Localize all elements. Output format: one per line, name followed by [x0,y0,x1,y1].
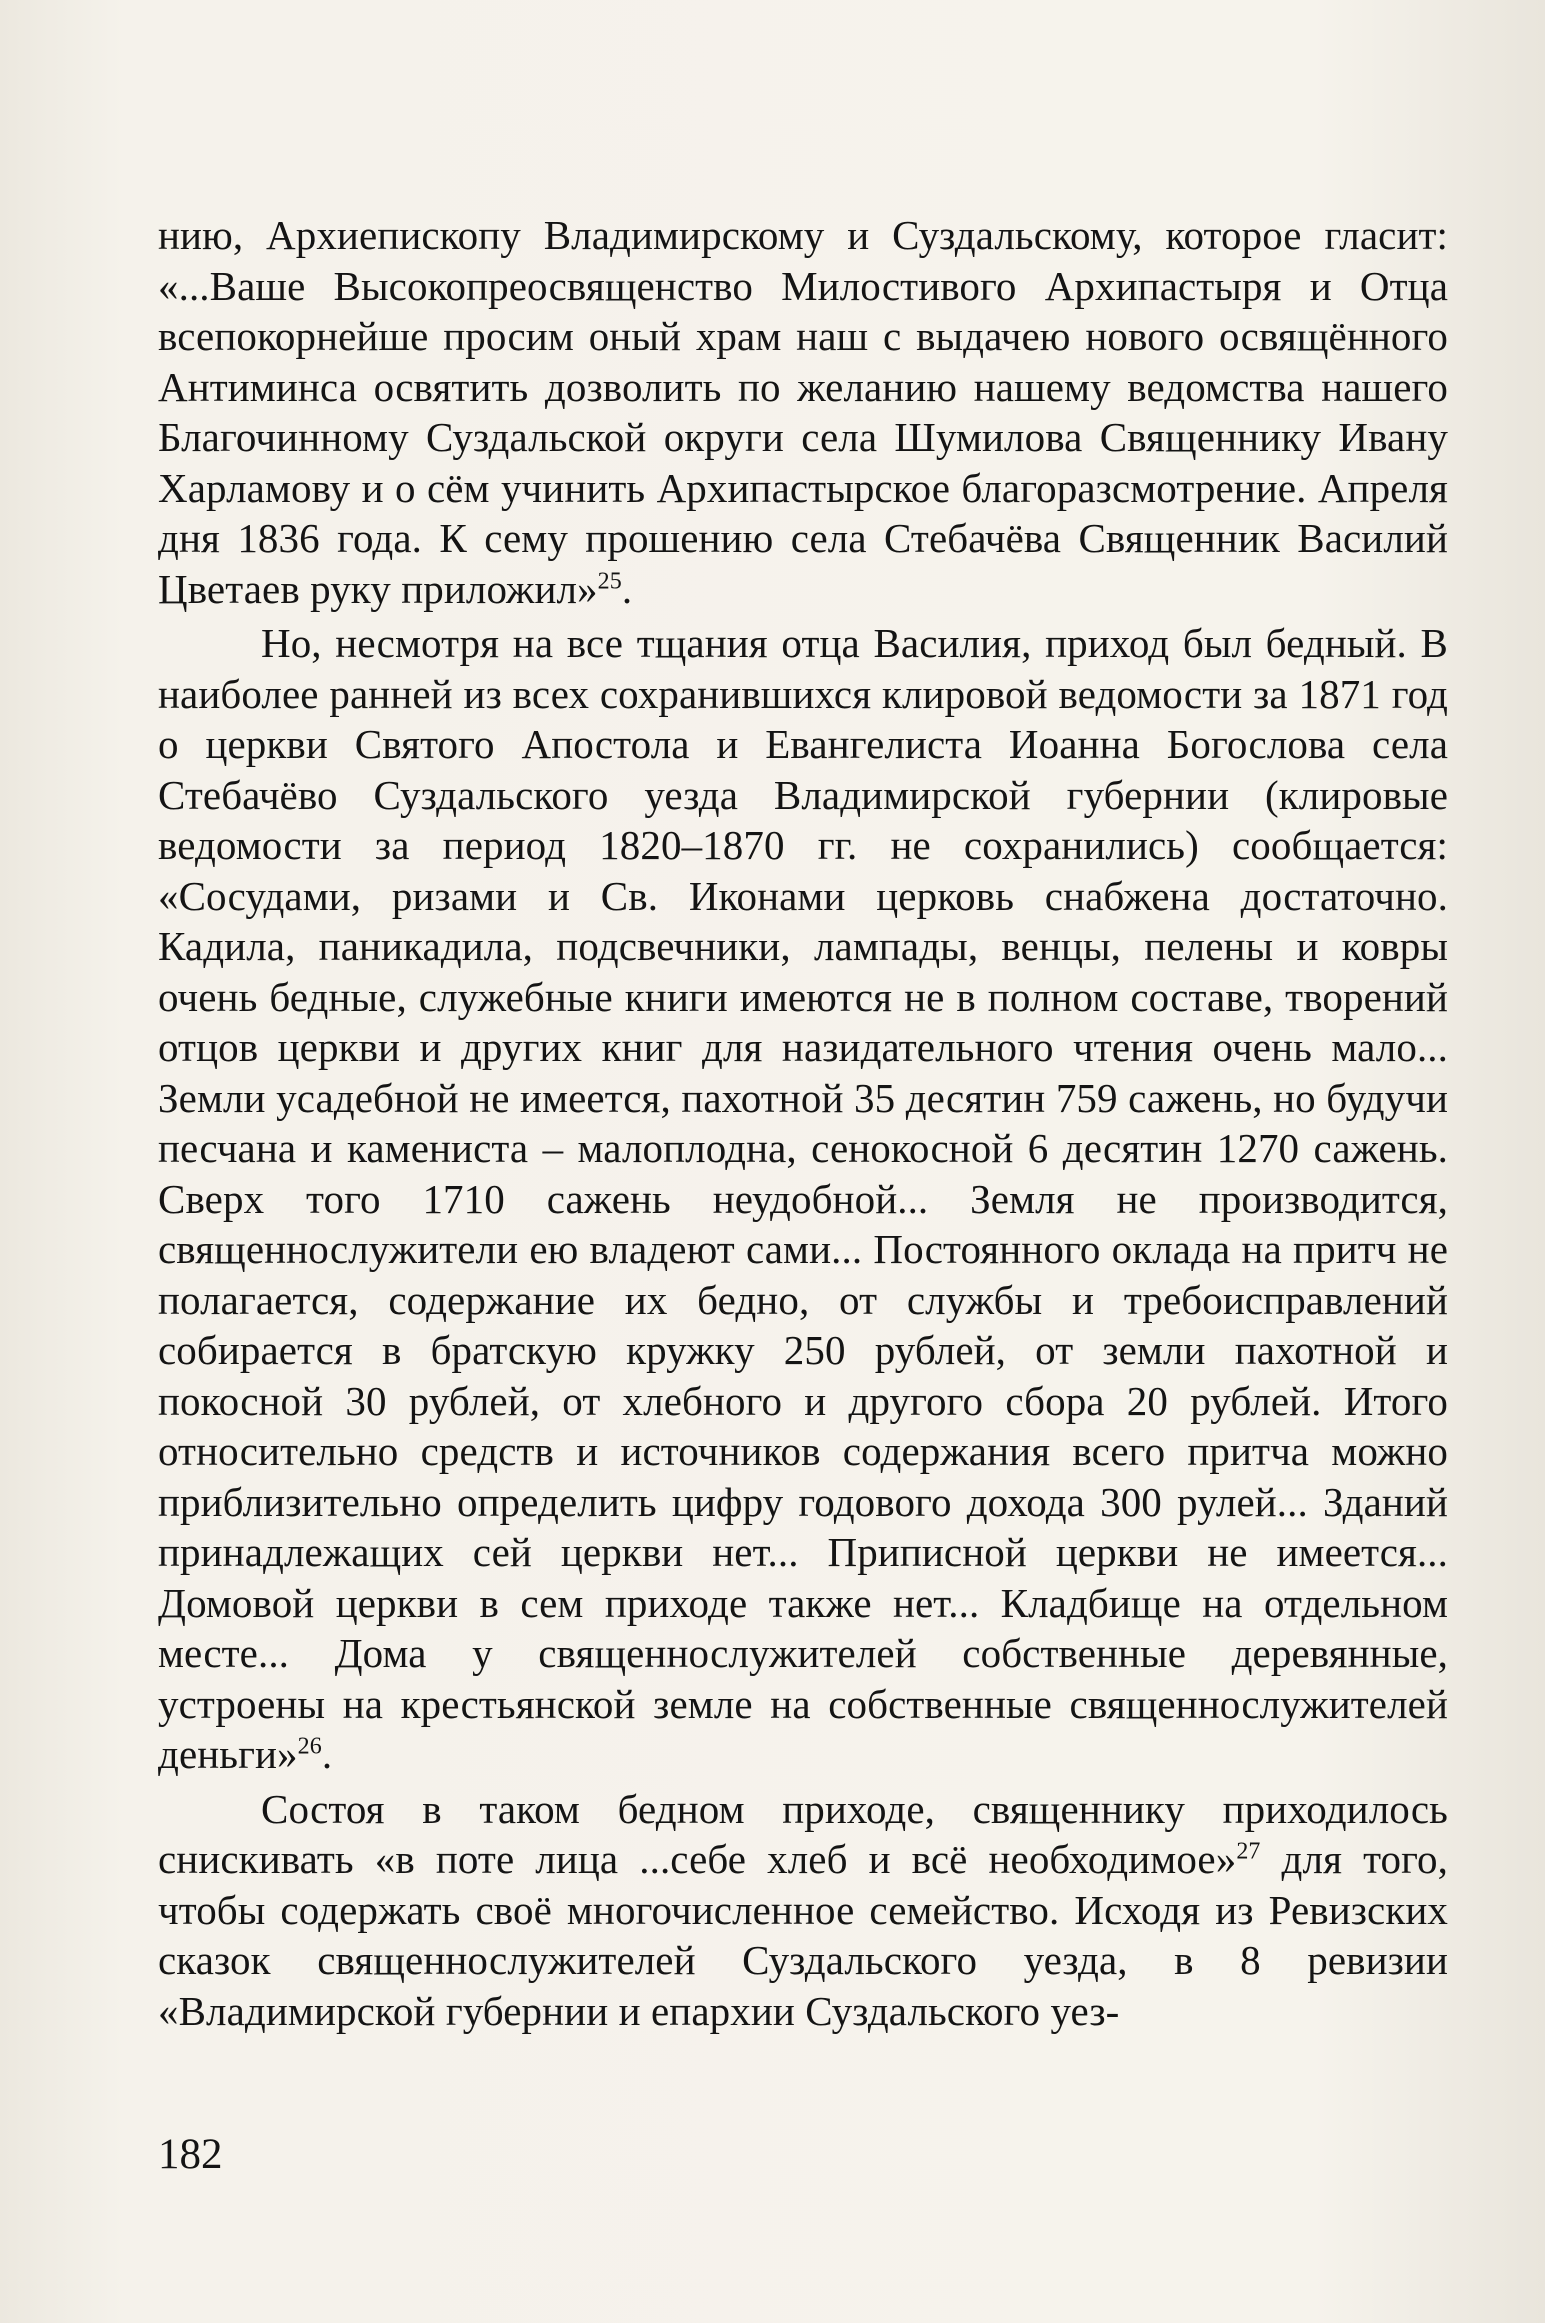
paragraph-3 [158,1784,1448,2037]
text-run: Но, несмотря на все тщания отца Василия, приход был бедный. В наиболее ранней из всех сохранившихся клировой ведомости за 1871 год о церкви Святого Апостола и Евангелиста Иоанна Богослова села Стебачёво Суздальского уезда Владимирской губернии (клировые ведомости за период 1820–1870 гг. не сохранились) сообщается: «Сосудами, ризами и Св. Иконами церковь снабжена достаточно. Кадила, паникадила, подсвечники, лампады, венцы, пелены и ковры очень бедные, служебные книги имеются не в полном составе, творений отцов церкви и других книг для назидательного чтения очень мало... Земли усадебной не имеется, пахотной 35 десятин 759 сажень, но будучи песчана и камениста – малоплодна, сенокосной 6 десятин 1270 сажень. Сверх того 1710 сажень неудобной... Земля не производится, священнослужители ею владеют сами... Постоянного оклада на притч не полагается, содержание их бедно, от службы и требоисправлений собирается в братскую кружку 250 рублей, от земли пахотной и покосной 30 рублей, от хлебного и другого сбора 20 рублей. Итого относительно средств и источников содержания всего притча можно приблизительно определить цифру годового дохода 300 рулей... Зданий принадлежащих сей церкви нет... Приписной церкви не имеется... Домовой церкви в сем приходе также нет... Кладбище на отдельном месте... Дома у священнослужителей собственные деревянные, устроены на крестьянской земле на собственные священнослужителей деньги» [158,620,1448,1777]
text-run: Состоя в таком бедном приходе, священнику приходилось снискивать «в поте лица ...себе хлеб и всё необходимое» [158,1785,1448,1882]
text-run: . [321,1731,333,1777]
page-number: 182 [158,2131,223,2178]
text-run: для того, чтобы содержать своё многочисленное семейство. Исходя из Ревизских сказок священнослужителей Суздальского уезда, в 8 ревизии «Владимирской губернии и епархии Суздальского уез- [158,1836,1448,2034]
body-text [158,210,1448,2036]
paragraph-2 [158,618,1448,1780]
footnote-ref: 25 [597,567,622,594]
text-run: нию, Архиепископу Владимирскому и Суздальскому, которое гласит: «...Ваше Высокопреосвященство Милостивого Архипастыря и Отца всепокорнейше просим оный храм наш с выдачею нового освящённого Антиминса освятить дозволить по желанию нашему ведомства нашего Благочинному Суздальской округи села Шумилова Священнику Ивану Харламову и о сём учинить Архипастырское благоразсмотрение. Апреля дня 1836 года. К сему прошению села Стебачёва Священник Василий Цветаев руку приложил» [158,212,1448,612]
footnote-ref: 27 [1236,1838,1261,1865]
footnote-ref: 26 [297,1733,322,1760]
text-run: . [621,565,633,612]
paragraph-1 [158,210,1448,614]
